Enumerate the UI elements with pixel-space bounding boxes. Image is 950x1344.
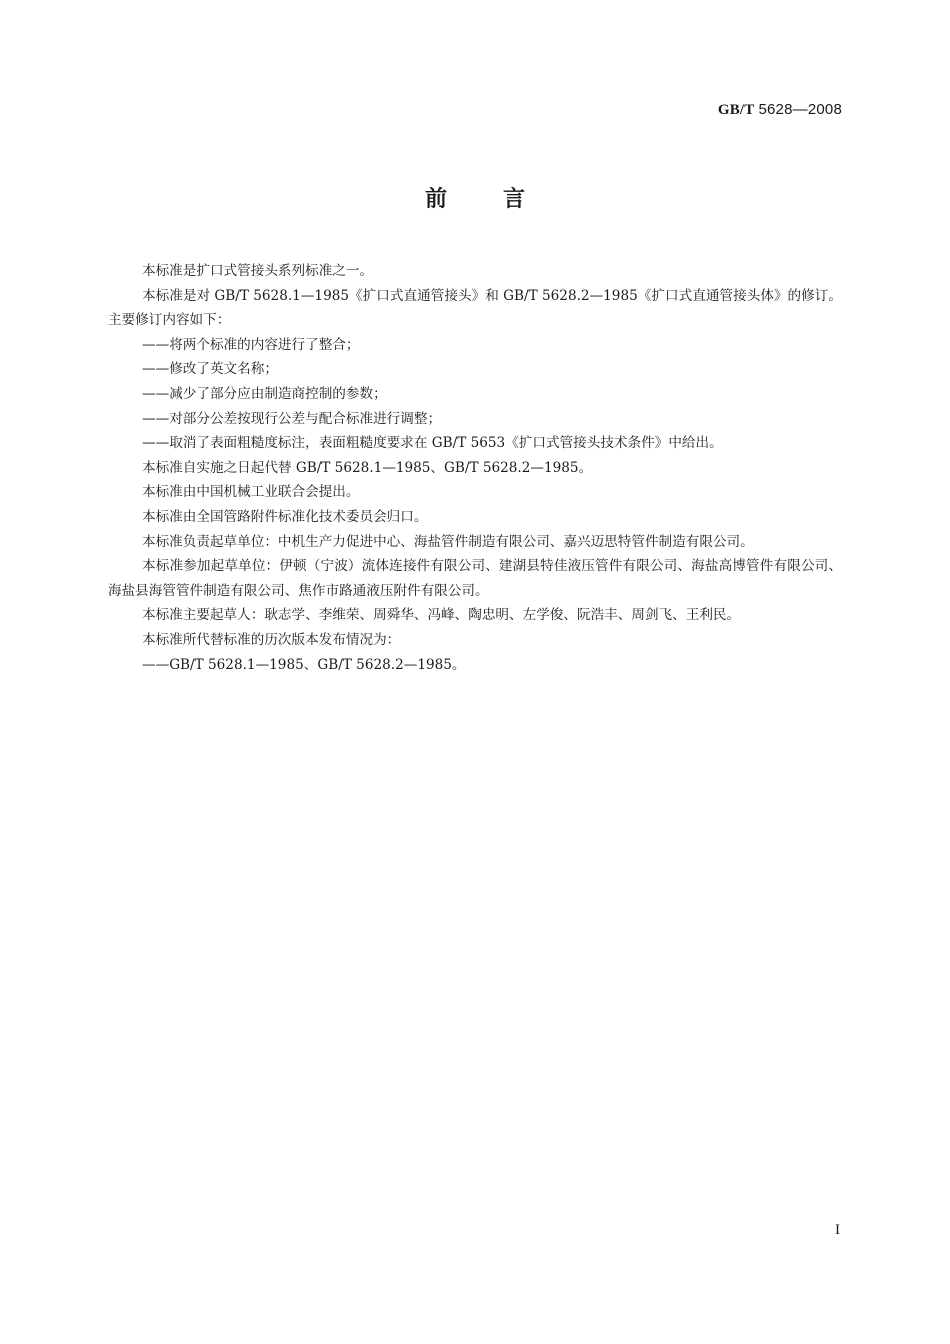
list-item: ——减少了部分应由制造商控制的参数；	[142, 385, 387, 402]
standard-code	[718, 101, 842, 119]
paragraph: 本标准由全国管路附件标准化技术委员会归口。	[142, 508, 428, 525]
standard-code-number: 5628—2008	[758, 101, 842, 118]
page-title	[0, 182, 950, 213]
list-item: ——修改了英文名称；	[142, 361, 278, 378]
title-char-1: 前	[424, 187, 447, 212]
document-body	[108, 259, 842, 677]
title-char-2: 言	[503, 187, 526, 212]
list-item: ——取消了表面粗糙度标注，表面粗糙度要求在 GB/T 5653《扩口式管接头技术条件》中给出。	[142, 435, 723, 452]
page-number: I	[835, 1222, 840, 1238]
paragraph: 本标准主要起草人：耿志学、李维荣、周舜华、冯峰、陶忠明、左学俊、阮浩丰、周剑飞、王利民。	[142, 607, 741, 624]
list-item: ——将两个标准的内容进行了整合；	[142, 336, 360, 353]
paragraph: 本标准所代替标准的历次版本发布情况为：	[142, 631, 401, 648]
paragraph: 本标准参加起草单位：伊顿（宁波）流体连接件有限公司、建湖县特佳液压管件有限公司、海盐高博管件有限公司、海盐县海管管件制造有限公司、焦作市路通液压附件有限公司。	[108, 558, 842, 599]
paragraph: 本标准由中国机械工业联合会提出。	[142, 484, 360, 501]
list-item: ——对部分公差按现行公差与配合标准进行调整；	[142, 410, 442, 427]
paragraph: 本标准负责起草单位：中机生产力促进中心、海盐管件制造有限公司、嘉兴迈思特管件制造有限公司。	[142, 533, 754, 550]
standard-code-prefix: GB/T	[717, 102, 755, 118]
list-item: ——GB/T 5628.1—1985、GB/T 5628.2—1985。	[142, 656, 466, 673]
paragraph: 本标准是扩口式管接头系列标准之一。	[142, 263, 374, 279]
paragraph: 本标准是对 GB/T 5628.1—1985《扩口式直通管接头》和 GB/T 5628.2—1985《扩口式直通管接头体》的修订。主要修订内容如下：	[108, 287, 842, 329]
paragraph: 本标准自实施之日起代替 GB/T 5628.1—1985、GB/T 5628.2—1985。	[142, 459, 593, 476]
